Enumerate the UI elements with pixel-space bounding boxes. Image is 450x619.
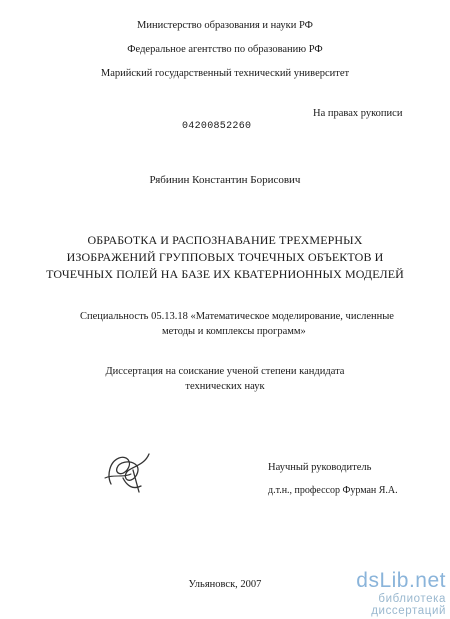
title-line: ТОЧЕЧНЫХ ПОЛЕЙ НА БАЗЕ ИХ КВАТЕРНИОННЫХ МОДЕЛЕЙ <box>46 267 404 281</box>
specialty-line-2: методы и комплексы программ» <box>162 326 306 337</box>
author-name: Рябинин Константин Борисович <box>149 174 301 186</box>
degree-line-1: Диссертация на соискание ученой степени кандидата <box>105 366 345 377</box>
watermark-subtitle: библиотека диссертаций <box>371 593 446 617</box>
advisor-name: д.т.н., профессор Фурман Я.А. <box>268 485 398 496</box>
handwritten-signature <box>103 448 155 496</box>
specialty-line-1: Специальность 05.13.18 «Математическое моделирование, численные <box>80 311 394 322</box>
dissertation-degree <box>0 364 450 394</box>
title-line: ОБРАБОТКА И РАСПОЗНАВАНИЕ ТРЕХМЕРНЫХ <box>87 233 363 247</box>
watermark-logo: dsLib.net <box>356 569 446 592</box>
advisor-label: Научный руководитель <box>268 462 372 473</box>
city-year: Ульяновск, 2007 <box>188 579 262 590</box>
document-code: 04200852260 <box>182 121 252 132</box>
watermark <box>316 569 446 617</box>
degree-line-2: технических наук <box>185 381 265 392</box>
rights-note: На правах рукописи <box>313 108 403 119</box>
ministry-line: Министерство образования и науки РФ <box>137 20 313 31</box>
agency-line: Федеральное агентство по образованию РФ <box>127 44 323 55</box>
dissertation-title <box>0 232 450 283</box>
title-line: ИЗОБРАЖЕНИЙ ГРУППОВЫХ ТОЧЕЧНЫХ ОБЪЕКТОВ И <box>66 250 384 264</box>
university-line: Марийский государственный технический университет <box>100 68 350 79</box>
specialty-block <box>80 309 420 339</box>
